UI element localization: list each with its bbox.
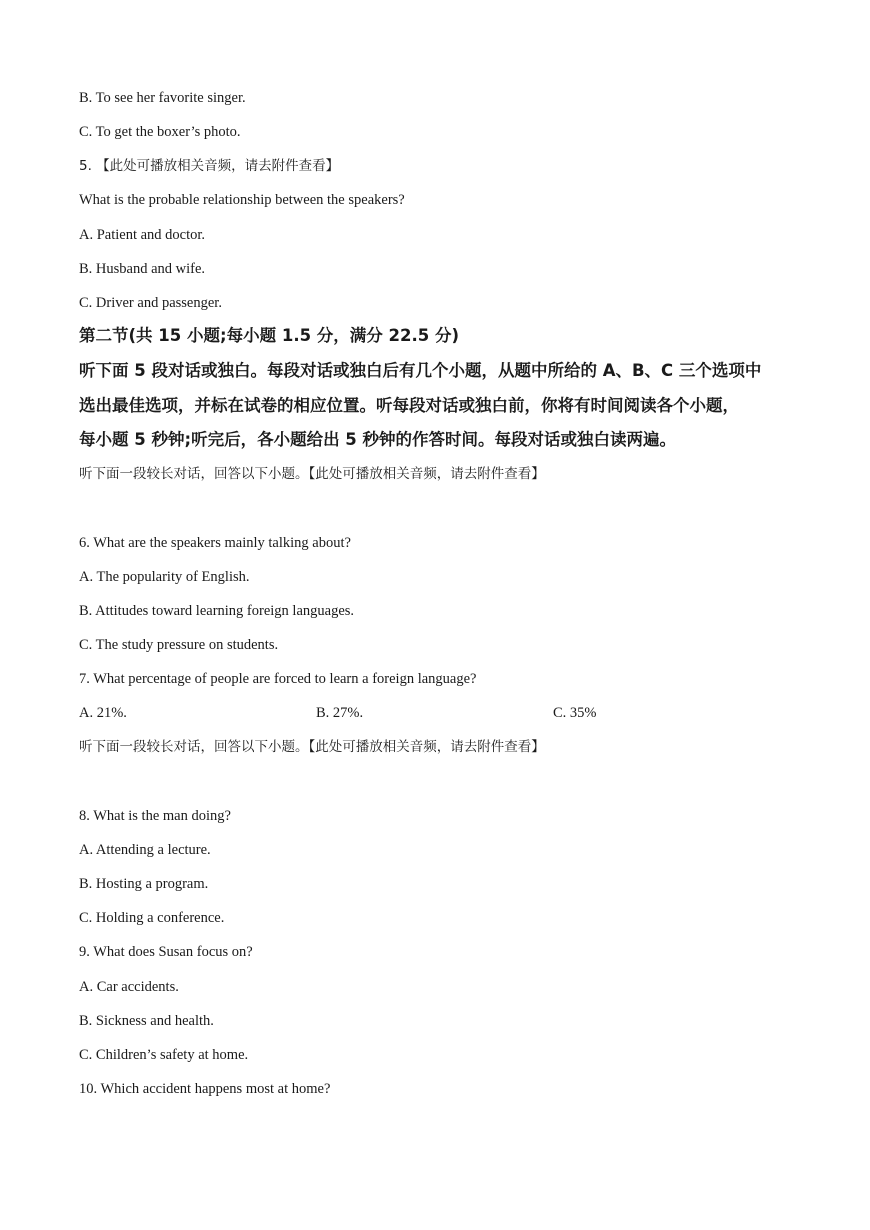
option-9a: A. Car accidents. xyxy=(79,979,179,995)
option-6a: A. The popularity of English. xyxy=(79,569,250,585)
section-instructions-line3: 每小题 5 秒钟;听完后，各小题给出 5 秒钟的作答时间。每段对话或独白读两遍。 xyxy=(79,430,677,449)
option-5b: B. Husband and wife. xyxy=(79,261,206,277)
option-6b: B. Attitudes toward learning foreign languages. xyxy=(79,603,355,619)
option-8b: B. Hosting a program. xyxy=(79,876,209,892)
section-instructions-line2: 选出最佳选项，并标在试卷的相应位置。听每段对话或独白前，你将有时间阅读各个小题， xyxy=(79,396,739,415)
option-5c: C. Driver and passenger. xyxy=(79,295,222,311)
question-7: 7. What percentage of people are forced to learn a foreign language? xyxy=(79,671,477,687)
option-7c: C. 35% xyxy=(553,705,597,721)
question-6: 6. What are the speakers mainly talking about? xyxy=(79,535,351,551)
section-heading: 第二节(共 15 小题;每小题 1.5 分，满分 22.5 分) xyxy=(79,326,460,345)
option-9c: C. Children’s safety at home. xyxy=(79,1047,249,1063)
option-6c: C. The study pressure on students. xyxy=(79,637,279,653)
audio-placeholder-5: 5. 【此处可播放相关音频，请去附件查看】 xyxy=(79,158,340,174)
option-8c: C. Holding a conference. xyxy=(79,910,225,926)
section-instructions-line1: 听下面 5 段对话或独白。每段对话或独白后有几个小题，从题中所给的 A、B、C 三个选项中 xyxy=(79,361,762,380)
option-5a: A. Patient and doctor. xyxy=(79,227,206,243)
option-7a: A. 21%. xyxy=(79,705,127,721)
option-4b: B. To see her favorite singer. xyxy=(79,90,246,106)
dialogue-intro-6-7: 听下面一段较长对话，回答以下小题。【此处可播放相关音频，请去附件查看】 xyxy=(79,466,545,482)
question-5: What is the probable relationship between the speakers? xyxy=(79,192,405,208)
question-10: 10. Which accident happens most at home? xyxy=(79,1081,331,1097)
option-8a: A. Attending a lecture. xyxy=(79,842,211,858)
question-8: 8. What is the man doing? xyxy=(79,808,231,824)
option-4c: C. To get the boxer’s photo. xyxy=(79,124,241,140)
option-9b: B. Sickness and health. xyxy=(79,1013,214,1029)
dialogue-intro-8-10: 听下面一段较长对话，回答以下小题。【此处可播放相关音频，请去附件查看】 xyxy=(79,739,545,755)
option-7b: B. 27%. xyxy=(316,705,364,721)
question-7-options xyxy=(79,703,639,723)
question-9: 9. What does Susan focus on? xyxy=(79,944,253,960)
